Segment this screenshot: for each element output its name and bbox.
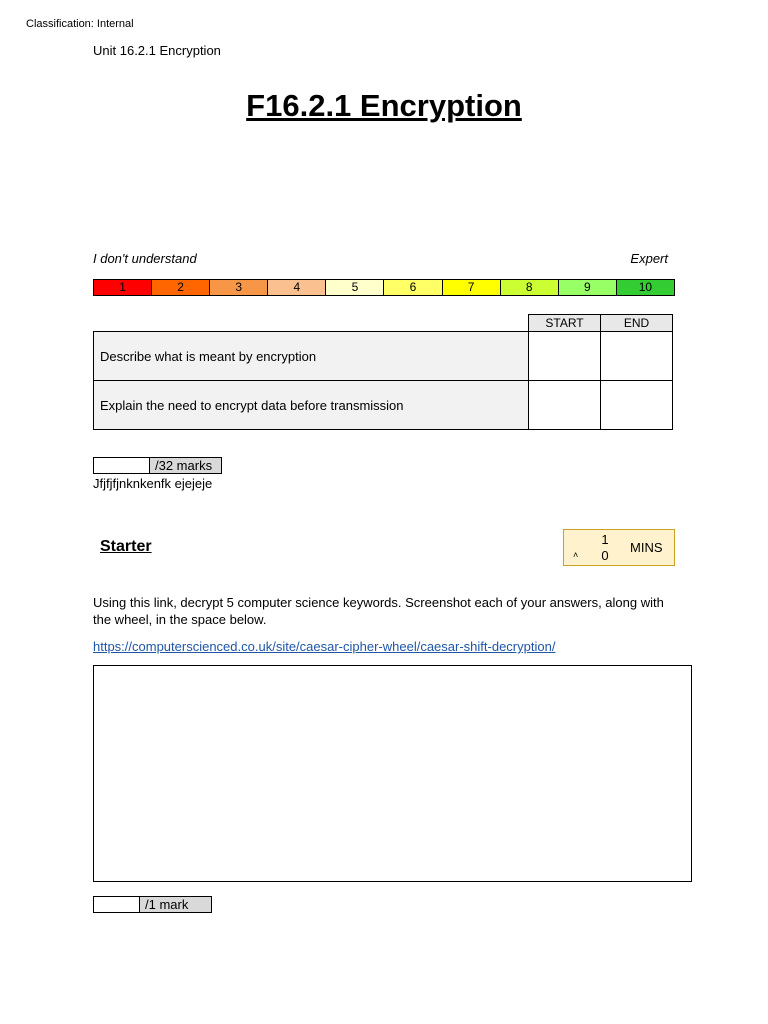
timer-digit: 0: [601, 548, 609, 563]
page-title: F16.2.1 Encryption: [246, 88, 522, 123]
table-row: [94, 332, 673, 381]
scale-cell-3[interactable]: 3: [210, 280, 268, 295]
scale-cell-4[interactable]: 4: [268, 280, 326, 295]
start-rating-cell[interactable]: [529, 381, 601, 430]
scale-high-label: Expert: [630, 251, 668, 266]
body-text: Jfjfjfjnknkenfk ejejeje: [93, 476, 213, 491]
timer-unit: MINS: [630, 540, 663, 555]
starter-marks-box: [93, 896, 212, 913]
scale-cell-10[interactable]: 10: [617, 280, 674, 295]
end-column-header: END: [601, 315, 673, 332]
objective-text: Describe what is meant by encryption: [94, 332, 529, 381]
classification-label: Classification: Internal: [26, 18, 134, 30]
unit-label: Unit 16.2.1 Encryption: [93, 43, 221, 58]
clock-icon: ˄: [573, 550, 579, 560]
confidence-scale: [93, 279, 675, 296]
scale-low-label: I don't understand: [93, 251, 197, 266]
starter-instructions: Using this link, decrypt 5 computer science keywords. Screenshot each of your answers, along with the wheel, in the space below.: [93, 595, 664, 627]
starter-heading: Starter: [100, 538, 152, 555]
score-input[interactable]: [94, 458, 150, 473]
scale-cell-7[interactable]: 7: [443, 280, 501, 295]
scale-cell-9[interactable]: 9: [559, 280, 617, 295]
start-column-header: START: [529, 315, 601, 332]
start-rating-cell[interactable]: [529, 332, 601, 381]
objective-text: Explain the need to encrypt data before transmission: [94, 381, 529, 430]
end-rating-cell[interactable]: [601, 381, 673, 430]
scale-cell-8[interactable]: 8: [501, 280, 559, 295]
end-rating-cell[interactable]: [601, 332, 673, 381]
scale-cell-5[interactable]: 5: [326, 280, 384, 295]
timer-badge: [563, 529, 675, 566]
score-input[interactable]: [94, 897, 140, 912]
scale-cell-6[interactable]: 6: [384, 280, 442, 295]
objectives-table: [93, 314, 673, 430]
total-marks-label: /32 marks: [150, 458, 221, 473]
answer-area[interactable]: [93, 665, 692, 882]
scale-cell-1[interactable]: 1: [94, 280, 152, 295]
total-marks-box: [93, 457, 222, 474]
starter-marks-label: /1 mark: [140, 897, 211, 912]
table-row: [94, 381, 673, 430]
scale-cell-2[interactable]: 2: [152, 280, 210, 295]
timer-digit: 1: [601, 532, 609, 547]
cipher-wheel-link[interactable]: https://computerscienced.co.uk/site/caesar-cipher-wheel/caesar-shift-decryption/: [93, 639, 556, 654]
